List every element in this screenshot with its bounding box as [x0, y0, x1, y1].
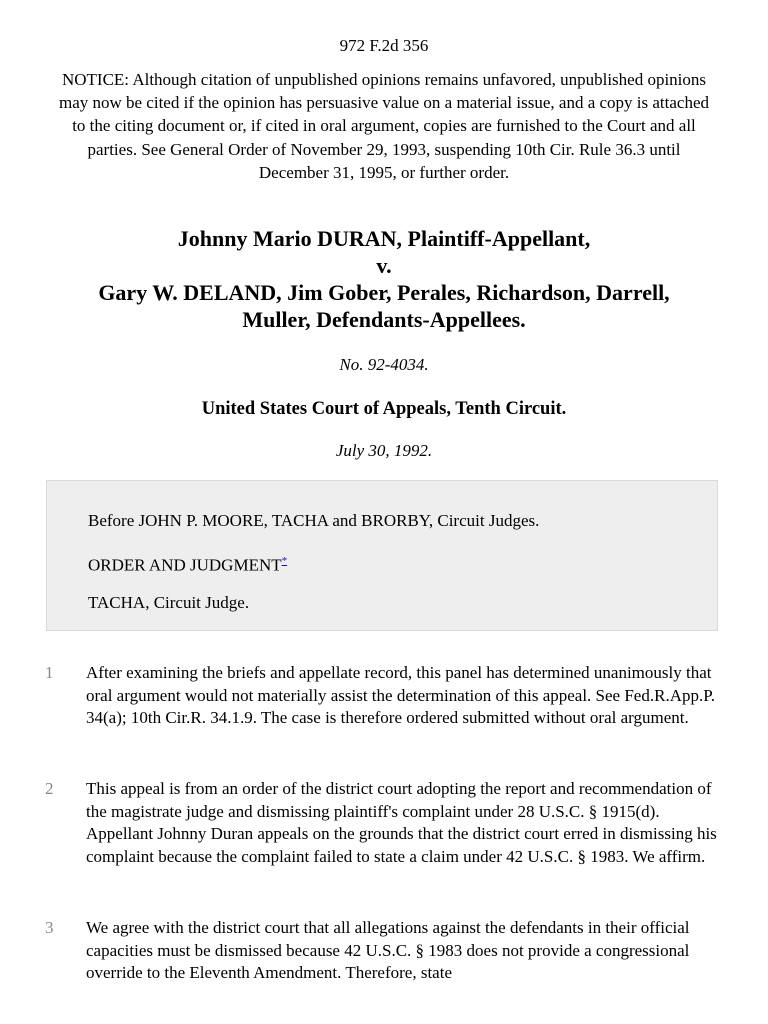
order-and-judgment-heading — [88, 551, 287, 576]
paragraph-text: We agree with the district court that all allegations against the defendants in their official capacities must be dismissed because 42 U.S.C. § 1983 does not provide a congressional override to the Eleventh Amendment. Therefore, state — [86, 918, 690, 983]
defendants-line-1: Gary W. DELAND, Jim Gober, Perales, Richardson, Darrell, — [98, 280, 670, 305]
paragraph-text: This appeal is from an order of the district court adopting the report and recommendation of the magistrate judge and dismissing plaintiff's complaint under 28 U.S.C. § 1915(d). Appellant Johnny Duran appeals on the grounds that the district court erred in dismissing his complaint because the complaint failed to state a claim under 42 U.S.C. § 1983. We affirm. — [86, 779, 717, 867]
paragraph-number: 2 — [45, 779, 54, 798]
paragraph-number: 3 — [45, 918, 54, 937]
docket-number: No. 92-4034. — [339, 355, 429, 374]
paragraph-number: 1 — [45, 663, 54, 682]
court-name: United States Court of Appeals, Tenth Circuit. — [201, 399, 567, 419]
defendants-line-2: Muller, Defendants-Appellees. — [242, 307, 526, 332]
decision-date: July 30, 1992. — [335, 441, 433, 460]
case-caption — [40, 225, 728, 333]
panel-judges: Before JOHN P. MOORE, TACHA and BRORBY, Circuit Judges. — [88, 511, 540, 530]
versus-line: v. — [376, 253, 392, 278]
order-label: ORDER AND JUDGMENT — [88, 555, 282, 575]
unpublished-notice: NOTICE: Although citation of unpublished opinions remains unfavored, unpublished opinions may now be cited if the opinion has persuasive value on a material issue, and a copy is attached to the citing document or, if cited in oral argument, copies are furnished to the Court and all parties. See General Order of November 29, 1993, suspending 10th Cir. Rule 36.3 until December 31, 1995, or further order. — [58, 70, 710, 182]
judges-panel — [46, 480, 718, 631]
opinion-author: TACHA, Circuit Judge. — [88, 593, 250, 612]
paragraph-text: After examining the briefs and appellate record, this panel has determined unanimously that oral argument would not materially assist the determination of this appeal. See Fed.R.App.P. 34(a); 10th Cir.R. 34.1.9. The case is therefore ordered submitted without oral argument. — [86, 663, 716, 728]
footnote-link[interactable]: * — [281, 555, 288, 567]
plaintiff-line: Johnny Mario DURAN, Plaintiff-Appellant, — [177, 226, 591, 251]
case-citation: 972 F.2d 356 — [339, 36, 429, 55]
